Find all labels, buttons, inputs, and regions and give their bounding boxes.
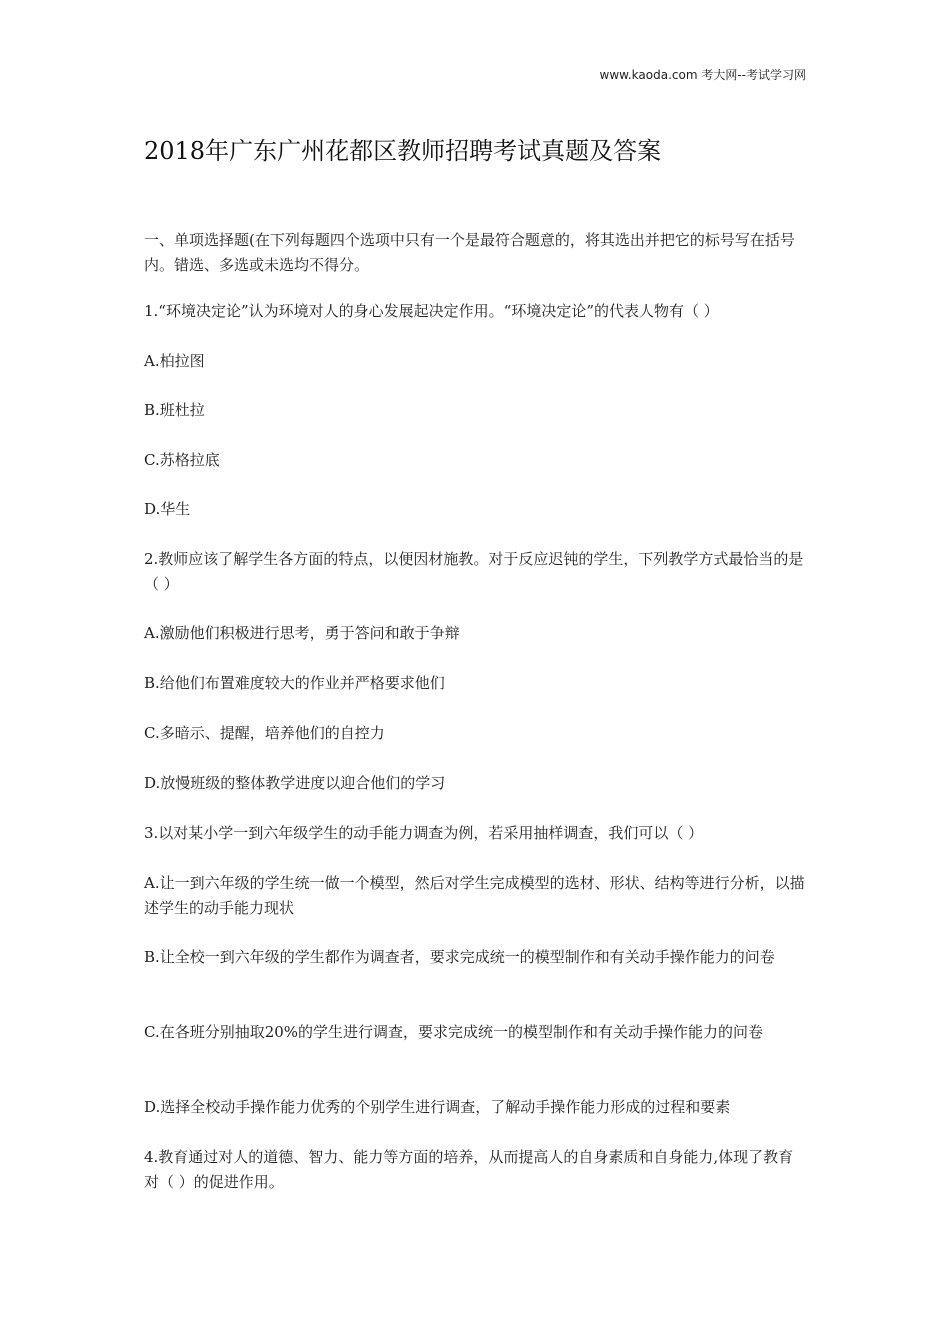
question-3-option-c: C.在各班分别抽取20%的学生进行调查，要求完成统一的模型制作和有关动手操作能力的问卷 [144, 1023, 764, 1041]
question-2-option-c: C.多暗示、提醒，培养他们的自控力 [144, 724, 385, 742]
question-4-stem: 4.教育通过对人的道德、智力、能力等方面的培养，从而提高人的自身素质和自身能力,体现了教育对（ ）的促进作用。 [144, 1148, 794, 1191]
question-3-option-a: A.让一到六年级的学生统一做一个模型，然后对学生完成模型的选材、形状、结构等进行分析，以描述学生的动手能力现状 [144, 874, 805, 917]
question-3-option-b: B.让全校一到六年级的学生都作为调查者，要求完成统一的模型制作和有关动手操作能力的问卷 [144, 948, 775, 966]
question-3-stem: 3.以对某小学一到六年级学生的动手能力调查为例，若采用抽样调查，我们可以（ ） [144, 824, 704, 842]
section-instructions: 一、单项选择题(在下列每题四个选项中只有一个是最符合题意的，将其选出并把它的标号写在括号内。错选、多选或未选均不得分。 [144, 231, 795, 274]
question-1-option-d: D.华生 [144, 500, 191, 518]
question-1-option-b: B.班杜拉 [144, 401, 205, 419]
question-3-option-d: D.选择全校动手操作能力优秀的个别学生进行调查，了解动手操作能力形成的过程和要素 [144, 1098, 731, 1116]
question-2-stem: 2.教师应该了解学生各方面的特点，以便因材施教。对于反应迟钝的学生，下列教学方式最恰当的是（ ） [144, 550, 804, 593]
question-2-option-b: B.给他们布置难度较大的作业并严格要求他们 [144, 674, 445, 692]
question-1-option-c: C.苏格拉底 [144, 451, 220, 469]
page-header-site: www.kaoda.com 考大网--考试学习网 [599, 68, 806, 82]
document-title: 2018年广东广州花都区教师招聘考试真题及答案 [144, 137, 662, 165]
question-1-stem: 1.“环境决定论”认为环境对人的身心发展起决定作用。“环境决定论”的代表人物有（ ） [144, 302, 719, 320]
question-1-option-a: A.柏拉图 [144, 352, 205, 370]
question-2-option-a: A.激励他们积极进行思考，勇于答问和敢于争辩 [144, 624, 460, 642]
question-2-option-d: D.放慢班级的整体教学进度以迎合他们的学习 [144, 774, 446, 792]
